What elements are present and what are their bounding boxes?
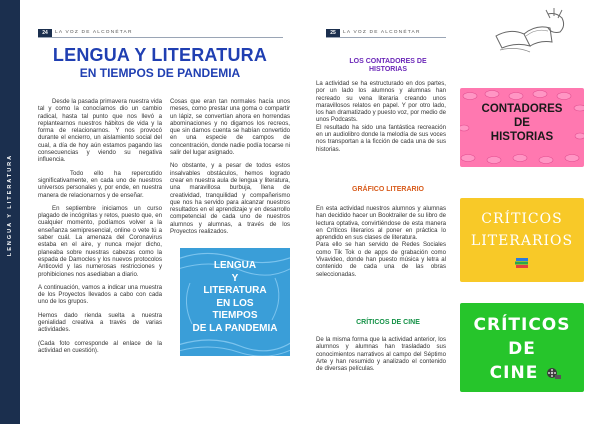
section-paragraph: En esta actividad nuestros alumnos y alumnas han decidido hacer un Booktrailer de su libro de lectura optativa, convirtiéndose de esta manera en Críticos literarios al poner en práctica lo aprendido en sus clases de literatura. [316, 205, 446, 242]
section-paragraph: El resultado ha sido una fantástica recreación en un audiolibro donde la melodía de sus voces nos transportan a la ficción de cada una de sus historias. [316, 123, 446, 153]
lengua-box-line: Y [231, 272, 239, 284]
lengua-box-line: LITERATURA [203, 285, 267, 296]
lengua-box-line: DE LA PANDEMIA [192, 322, 278, 334]
right-page-number: 25 [326, 29, 340, 37]
card-line: CONTADORES [481, 103, 563, 115]
article-paragraph: A continuación, vamos a indicar una muestra de los Proyectos llevados a cabo con cada uno de los grupos. [38, 283, 162, 306]
article-paragraph: Todo ello ha repercutido significativamente, en cada uno de nuestros universos personales y, por ende, en nuestra manera de relacionarnos y de enseñar. [38, 169, 162, 199]
article-paragraph: Hemos dado rienda suelta a nuestra genialidad creativa a través de varias actividades. [38, 311, 162, 334]
card-line: CINE [489, 363, 539, 383]
section-heading-grafico: GRÁFICO LITERARIO [352, 186, 424, 193]
side-section-label: LENGUA Y LITERATURA [7, 153, 13, 257]
card-text [460, 102, 584, 144]
section-heading-contadores [326, 58, 450, 74]
left-page-header: LA VOZ DE ALCONÉTAR [55, 30, 133, 35]
page-subtitle: EN TIEMPOS DE PANDEMIA [79, 66, 241, 80]
section-paragraph: Para ello se han servido de Redes Sociales como Tik Tok o de apps de grabación como Vivavideo, donde han puesto música y letra al contenido de cada una de las obras seleccionadas. [316, 241, 446, 278]
card-line: CRÍTICOS [473, 315, 571, 335]
page-title: LENGUA Y LITERATURA [52, 45, 268, 65]
card-text [460, 313, 584, 385]
article-column-1 [38, 98, 162, 360]
contadores-historias-card[interactable] [460, 88, 584, 167]
card-line: LITERARIOS [470, 233, 574, 249]
card-text [460, 208, 584, 252]
lengua-box-line: EN LOS [216, 297, 254, 309]
right-header-rule [326, 37, 446, 38]
card-line: DE [514, 117, 530, 129]
left-page-number: 24 [38, 29, 52, 37]
section-paragraph: De la misma forma que la actividad anterior, los alumnos y alumnas han trasladado sus conocimientos narrativos al campo del Séptimo Arte y han resumido y analizado el contenido de diversas películas. [316, 336, 446, 373]
article-column-2 [170, 98, 290, 241]
hand-book-sketch-icon [490, 6, 572, 58]
books-icon [515, 257, 529, 269]
section-paragraph: La actividad se ha estructurado en dos partes, por un lado los alumnos y alumnas han recreado su vena literaria creando unos maravillosos relatos en papel. Y por otro lado, los han dramatizado y puesto voz, por medio de unos Podcasts. [316, 80, 446, 124]
section-heading-line: HISTORIAS [369, 66, 407, 73]
section-text-contadores [316, 80, 446, 153]
criticos-literarios-card[interactable] [460, 198, 584, 282]
article-paragraph: No obstante, y a pesar de todos estos insalvables obstáculos, hemos logrado crear en nuestra aula de lengua y literatura, una maravillosa burbuja, llena de creatividad, tranquilidad y compañerismo que nos ha servido para alcanzar nuestros resultados en el aprendizaje y en desarrollo competencial de cada uno de nuestros alumnos y alumnas, a través de los Proyectos realizados. [170, 162, 290, 236]
section-heading-line: LOS CONTADORES DE [349, 58, 427, 65]
article-paragraph: Desde la pasada primavera nuestra vida tal y como la conocíamos dio un cambio radical, hasta tal punto que nos llevó a replantearnos nuestros hábitos de vida y la forma de relacionarnos. Y nos provocó durante el encierro, un aislamiento social del cual, a día de hoy aún estamos pagando las consecuencias y viendo su negativa influencia. [38, 98, 162, 164]
left-header-rule [38, 37, 283, 38]
lengua-literatura-image[interactable] [180, 248, 290, 356]
criticos-cine-card[interactable] [460, 303, 584, 392]
lengua-box-line: LENGUA [213, 260, 257, 271]
right-page-header: LA VOZ DE ALCONÉTAR [343, 30, 421, 35]
section-heading-cine: CRÍTICOS DE CINE [356, 319, 420, 326]
article-paragraph: (Cada foto corresponde al enlace de la actividad en cuestión). [38, 339, 162, 354]
section-text-cine [316, 336, 446, 372]
article-paragraph: Cosas que eran tan normales hacía unos meses, como prestar una goma o compartir un lápiz, se convertían ahora en horrendas abominaciones y no digamos los recreos, que sin darnos cuenta se habían convertido en una especie de campos de concentración, donde nadie podía tocarse ni salir del lugar asignado. [170, 98, 290, 157]
lengua-box-text [180, 260, 290, 335]
section-text-grafico [316, 205, 446, 278]
card-line: CRÍTICOS [481, 211, 563, 227]
article-paragraph: En septiembre iniciamos un curso plagado de incógnitas y retos, puesto que, en cualquier momento, podíamos volver a la enseñanza semipresencial, online o vete tú a saber cuál. La amenaza del Coronavirus estaba en el aire, y nunca mejor dicho, planeaba sobre nuestras cabezas como la espada de Damocles y los nuevos protocolos Anticovid y las numerosas restricciones y prohibiciones nos asediaban a diario. [38, 204, 162, 278]
film-reel-icon [546, 367, 562, 381]
card-line: DE [508, 339, 536, 359]
card-line: HISTORIAS [490, 131, 554, 143]
lengua-box-line: TIEMPOS [212, 310, 258, 321]
